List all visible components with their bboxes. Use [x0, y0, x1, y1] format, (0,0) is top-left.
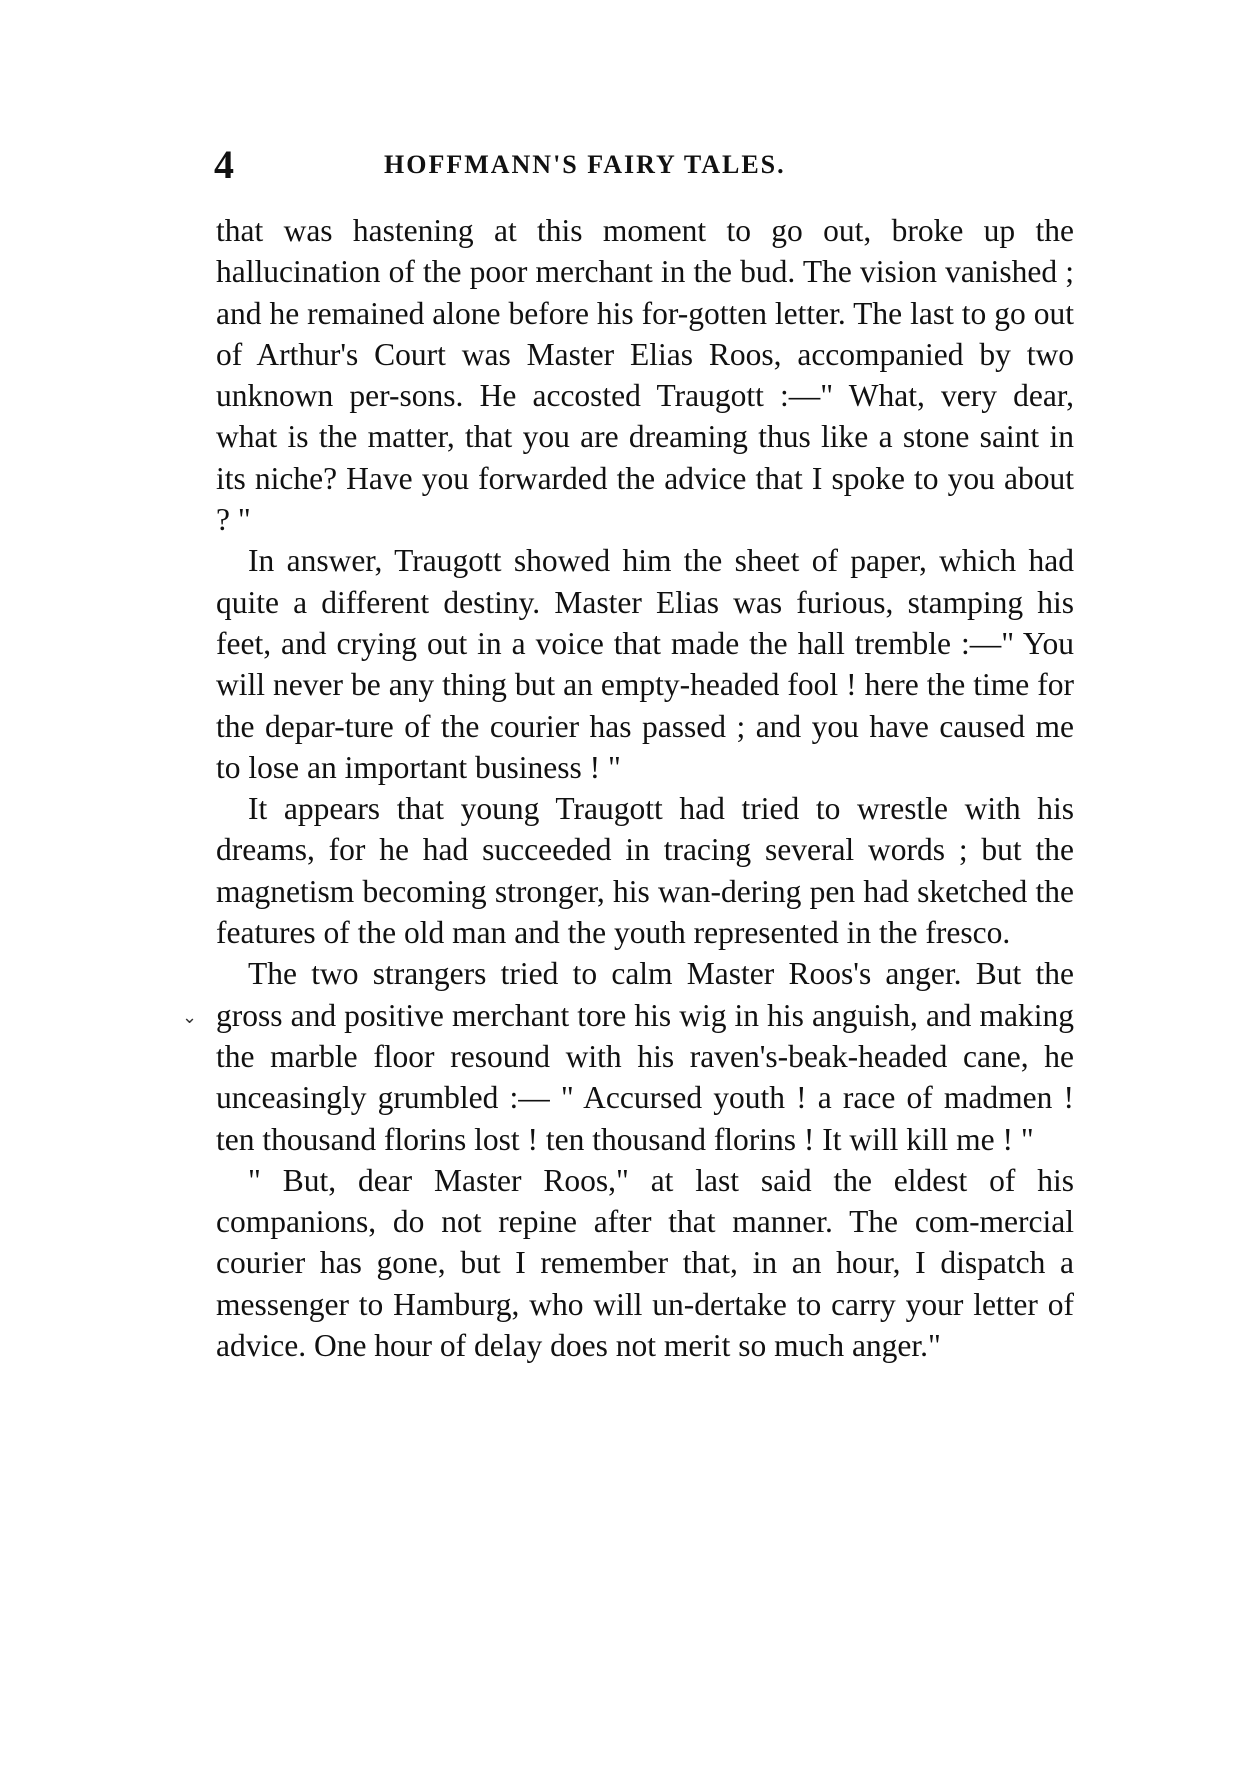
page-number: 4 — [214, 142, 234, 187]
paragraph: that was hastening at this moment to go out, broke up the hallucination of the poor merchant in the bud. The vision vanished ; and he remained alone before his for-gotten letter. The last to go out of Arthur's Court was Master Elias Roos, accompanied by two unknown per-sons. He accosted Traugott :—" What, very dear, what is the matter, that you are dreaming thus like a stone saint in its niche? Have you forwarded the advice that I spoke to you about ? " — [216, 213, 1074, 538]
body-text — [216, 210, 1074, 1366]
margin-mark: ⌄ — [182, 1007, 198, 1027]
paragraph: " But, dear Master Roos," at last said the eldest of his companions, do not repine after that manner. The com-mercial courier has gone, but I remember that, in an hour, I dispatch a messenger to Hamburg, who will un-dertake to carry your letter of advice. One hour of delay does not merit so much anger." — [216, 1162, 1074, 1364]
running-title: HOFFMANN'S FAIRY TALES. — [384, 150, 786, 179]
running-head — [214, 140, 1074, 190]
paragraph: The two strangers tried to calm Master Roos's anger. But the gross and positive merchant tore his wig in his anguish, and making the marble floor resound with his raven's-beak-headed cane, he unceasingly grumbled :— " Accursed youth ! a race of madmen ! ten thousand florins lost ! ten thousand florins ! It will kill me ! " — [216, 956, 1074, 1157]
paragraph: In answer, Traugott showed him the sheet of paper, which had quite a different destiny. Master Elias was furious, stamping his feet, and crying out in a voice that made the hall tremble :—" You will never be any thing but an empty-headed fool ! here the time for the depar-ture of the courier has passed ; and you have caused me to lose an important business ! " — [216, 543, 1074, 785]
paragraph: It appears that young Traugott had tried to wrestle with his dreams, for he had succeeded in tracing several words ; but the magnetism becoming stronger, his wan-dering pen had sketched the features of the old man and the youth represented in the fresco. — [216, 791, 1074, 951]
